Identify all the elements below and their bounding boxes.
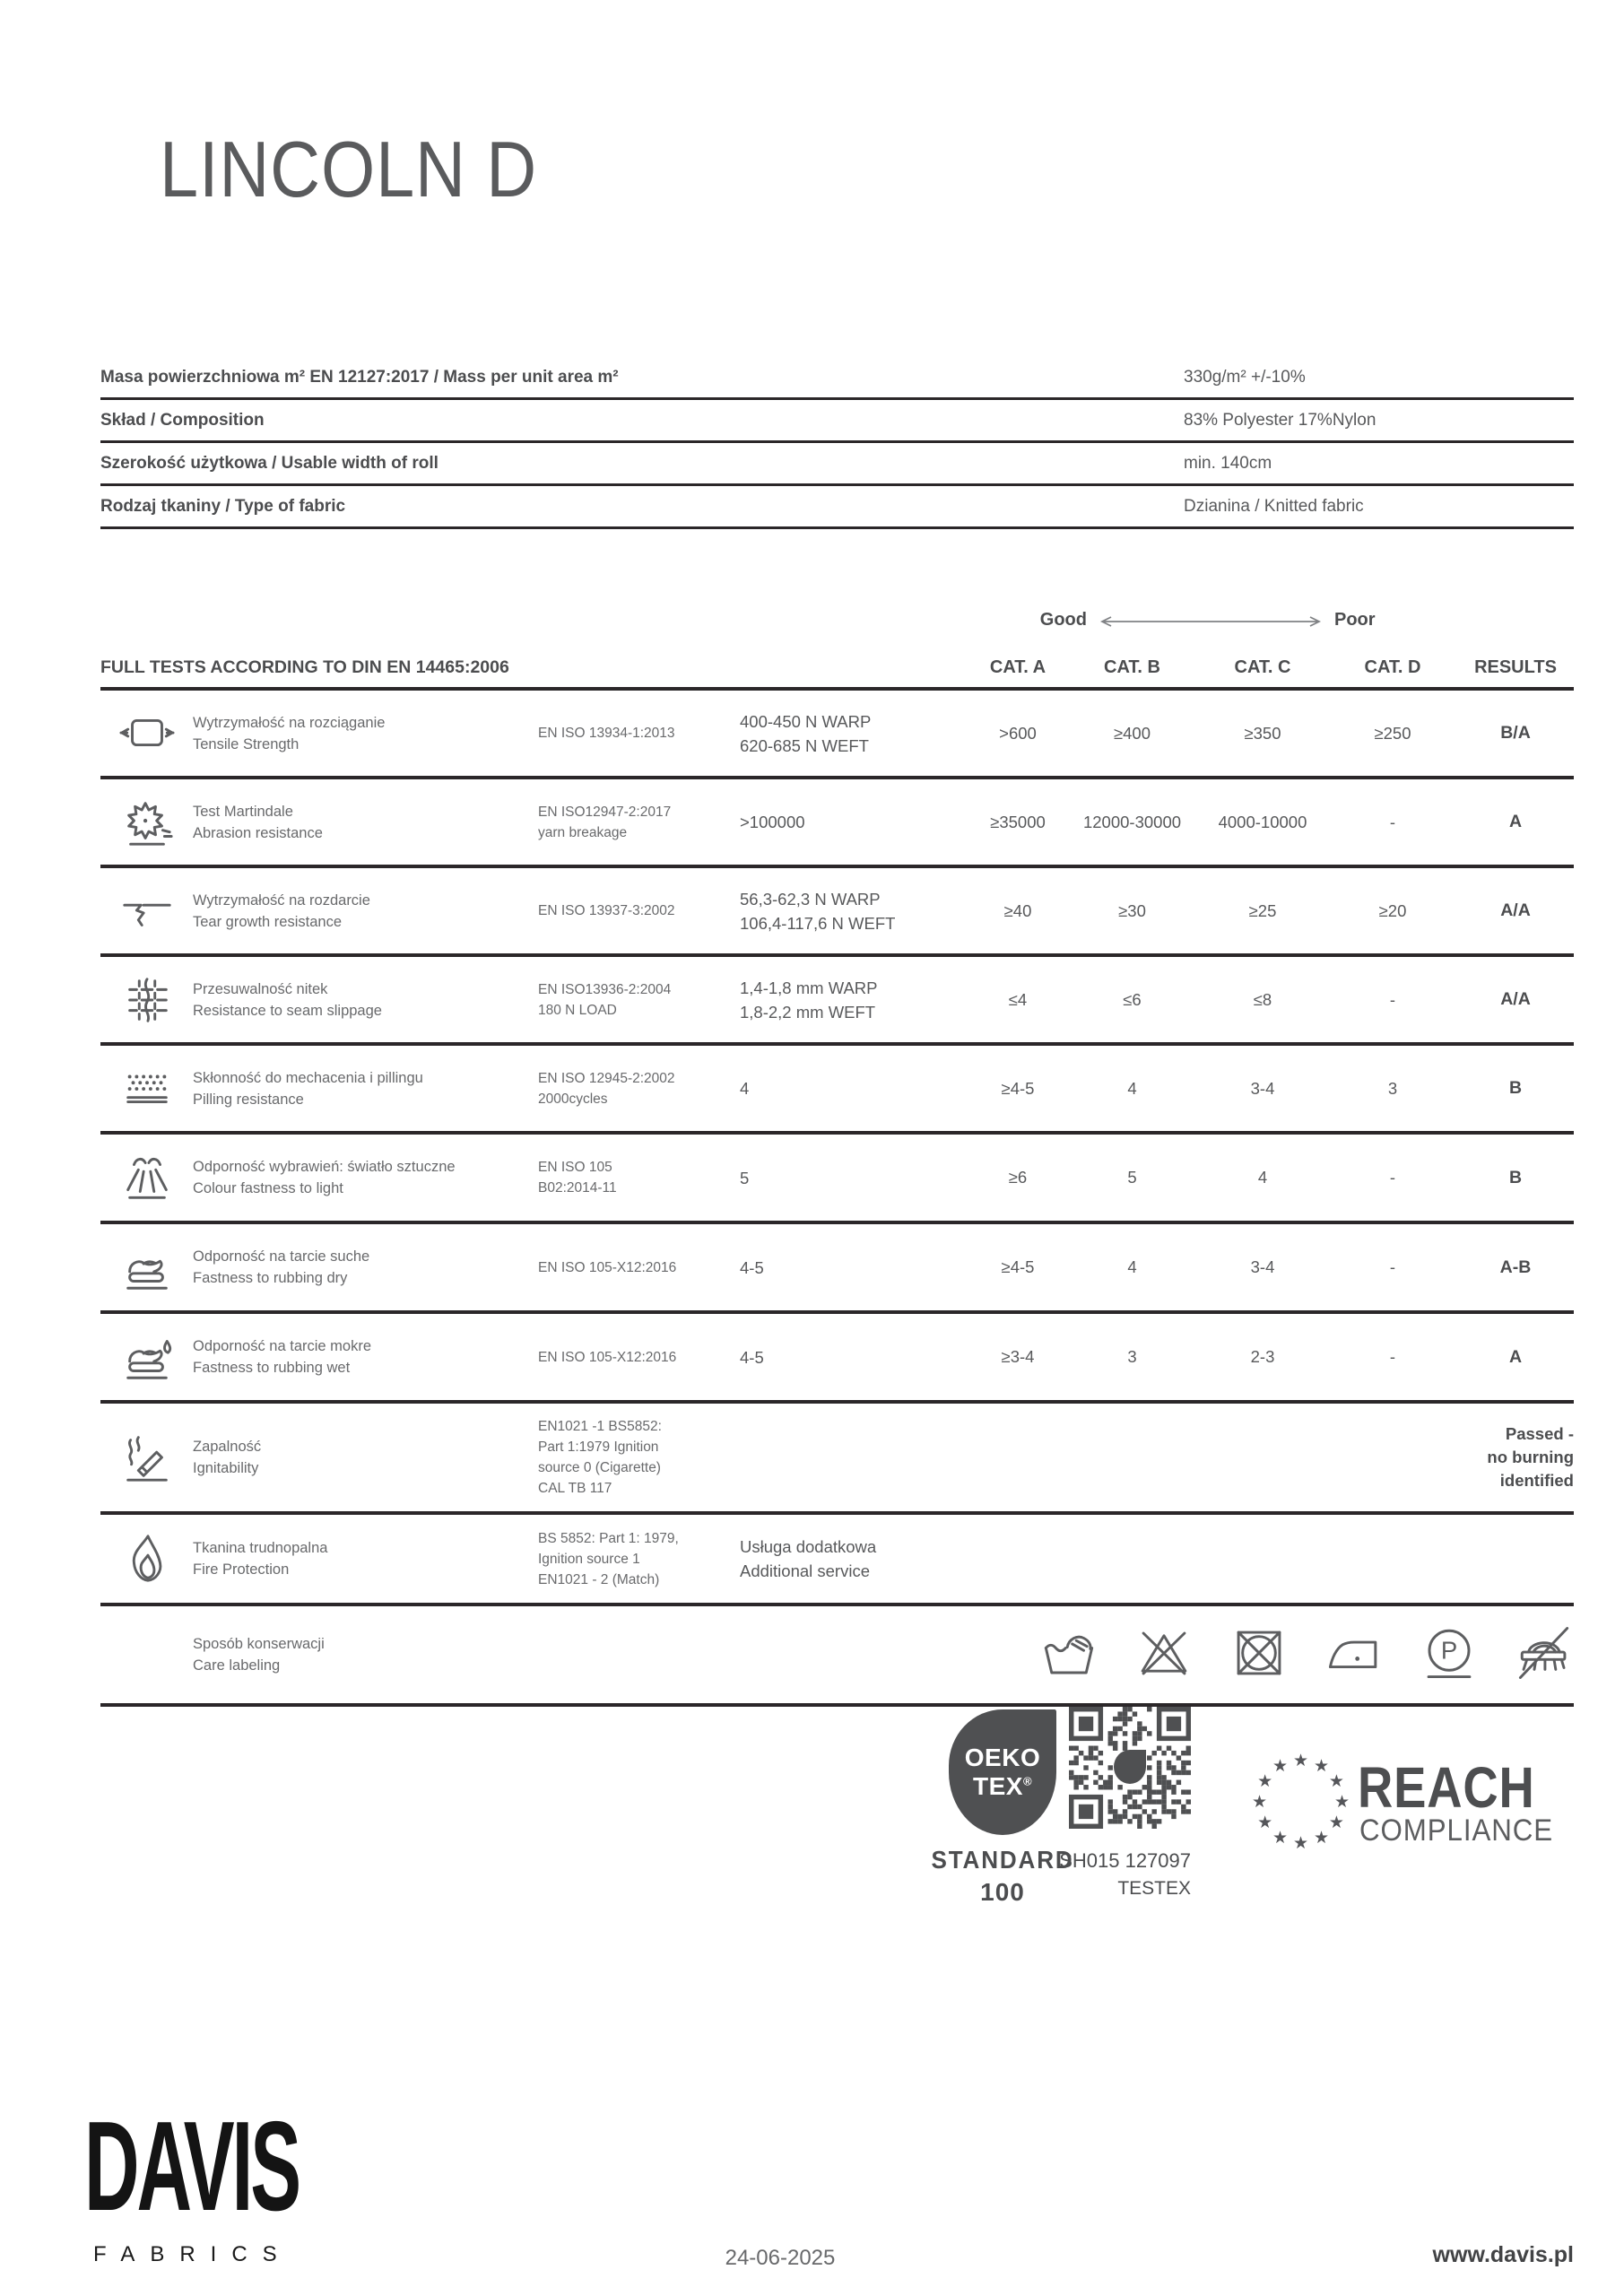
test-standard: EN ISO 13934-1:2013 — [538, 726, 675, 741]
qr-code — [1069, 1707, 1191, 1829]
cat-value: 3 — [1127, 1347, 1137, 1366]
cat-value: 3 — [1387, 1078, 1398, 1098]
test-name-en: Tensile Strength — [193, 735, 300, 752]
test-name-pl: Zapalność — [193, 1439, 262, 1455]
datasheet-page: LINCOLN D Masa powierzchniowa m² EN 12127:2017 / Mass per unit area m² 330g/m² +/-10% Skład / Composition 83% Polyester 17%Nylon Szerokość użytkowa / Usable width of roll min. 140cm Rodzaj tkaniny / Type of fabric Dzianina / Knitted fabric Good Poor FULL TESTS ACCORDING TO DIN EN 14465:2006 CAT. A CAT. B CAT. C CAT. D RESULTS Wytrzymałość na rozciąganie Tensile Strength EN ISO 13934-1:2013 400-450 N WARP 620-685 N WEFT >600 ≥400 ≥350 ≥250 B/A Test Martindale Abrasion resistance EN ISO12947-2:2017 yarn breakage >100000 ≥35000 12000-30000 4000-10000 - A Wytrzymałość na rozdarcie Tear growth resistance EN ISO 13937-3:2002 56,3-62,3 N WARP 106,4-117,6 N WEFT ≥40 ≥30 ≥25 ≥20 A/A Przesuwalność nitek Resistance to seam slippage EN ISO13936-2:2004 180 N LOAD 1,4-1,8 mm WARP 1,8-2,2 mm WEFT ≤4 ≤6 ≤8 - A/A Skłonność do mechacenia i pillingu Pilling resistance EN ISO 12945-2:2002 2000cycles 4 ≥4-5 4 3-4 3 B Odporność wybrawień: światło sztuczne Colour fastness to light EN ISO 105 B02:2014-11 5 ≥6 5 4 - B Odporność na tarcie suche Fastness to rubbing dry EN ISO 105-X12:2016 4-5 ≥4-5 4 3-4 - A-B Odporność na tarcie mokre Fastness to rubbing wet EN ISO 105-X12:2016 4-5 ≥3-4 3 2-3 - A Zapalność Ignitability EN1021 -1 BS5852: Part 1:1979 Ignition source 0 (Cigarette) CAL TB 117 Passed - no burning identified Tkanina trudnopalna Fire Protection BS 5852: Part 1: 1979, Ignition source 1 EN1021 - 2 (Match) Usługa dodatkowa Additional service Sposób konserwacji Care labeling P OEKO TEX® STANDARD 100 SH015 127097 TESTEX ★ ★ ★ ★ ★ ★ ★ ★ ★ ★ ★ ★ REACH COMPLIANCE DAVIS FABRICS 24-06-2025 www.davis.pl — [0, 0, 1624, 2296]
rubbing-wet-icon — [119, 1329, 175, 1385]
spec-label: Skład / Composition — [100, 410, 265, 430]
test-row — [100, 957, 1574, 1046]
test-row — [100, 1046, 1574, 1135]
result-value: B — [1508, 1078, 1523, 1098]
spec-row — [100, 443, 1574, 486]
test-name-en: Tear growth resistance — [193, 913, 342, 930]
cat-value: - — [1389, 989, 1396, 1009]
test-row — [100, 1515, 1574, 1606]
test-standard: EN ISO13936-2:2004 180 N LOAD — [538, 981, 672, 1018]
website: www.davis.pl — [1432, 2242, 1574, 2267]
good-label: Good — [1039, 610, 1087, 630]
test-standard: EN ISO 105-X12:2016 — [538, 1259, 677, 1275]
test-name — [193, 1335, 538, 1378]
reach-title: REACH — [1358, 1755, 1535, 1820]
cat-value: ≥35000 — [990, 812, 1046, 831]
cat-value: 4 — [1127, 1257, 1137, 1276]
test-row — [100, 868, 1574, 957]
cat-value: 3-4 — [1250, 1078, 1275, 1098]
tear-growth-icon — [119, 883, 175, 939]
test-name-en: Fire Protection — [193, 1561, 290, 1578]
doc-date: 24-06-2025 — [725, 2246, 836, 2270]
tensile-strength-icon — [119, 706, 175, 761]
result-value: A/A — [1500, 900, 1531, 920]
column-header-cat-c: CAT. C — [1234, 657, 1291, 677]
test-name-en: Fastness to rubbing dry — [193, 1270, 348, 1286]
column-header-results: RESULTS — [1474, 657, 1557, 677]
cert-lab: TESTEX — [1117, 1878, 1191, 1899]
cat-value: 4 — [1257, 1168, 1268, 1187]
davis-logo-sub: FABRICS — [93, 2242, 292, 2266]
do-not-tumble-dry-icon — [1229, 1623, 1289, 1683]
fabric-title: LINCOLN D — [160, 125, 538, 213]
test-row — [100, 1404, 1574, 1515]
fire-protection-icon — [119, 1531, 175, 1587]
cat-value: ≥250 — [1374, 723, 1411, 743]
test-value: 1,4-1,8 mm WARP 1,8-2,2 mm WEFT — [740, 978, 878, 1022]
oeko-tex-logo — [949, 1709, 1056, 1835]
test-name-pl: Odporność wybrawień: światło sztuczne — [193, 1159, 456, 1175]
cat-value: - — [1389, 812, 1396, 831]
cat-value: ≤8 — [1253, 989, 1272, 1009]
test-standard: EN ISO 13937-3:2002 — [538, 903, 675, 918]
iron-low-icon — [1324, 1623, 1384, 1683]
pilling-icon — [119, 1061, 175, 1117]
test-name-pl: Skłonność do mechacenia i pillingu — [193, 1069, 423, 1086]
test-name — [193, 712, 538, 755]
test-row — [100, 779, 1574, 868]
cat-value: ≥3-4 — [1001, 1347, 1035, 1366]
cat-value: ≥6 — [1008, 1168, 1028, 1187]
result-value: A — [1508, 1346, 1523, 1367]
test-value: 4-5 — [740, 1347, 764, 1367]
test-standard: EN ISO 105-X12:2016 — [538, 1349, 677, 1365]
result-value: B — [1508, 1167, 1523, 1187]
tests-title: FULL TESTS ACCORDING TO DIN EN 14465:2006 — [100, 657, 509, 677]
cat-value: 4000-10000 — [1218, 812, 1307, 831]
test-value: >100000 — [740, 813, 805, 831]
spec-value: Dzianina / Knitted fabric — [1184, 496, 1364, 516]
rubbing-dry-icon — [119, 1239, 175, 1295]
column-header-cat-d: CAT. D — [1364, 657, 1421, 677]
test-name-pl: Wytrzymałość na rozdarcie — [193, 891, 370, 909]
tex-word: TEX® — [972, 1772, 1033, 1800]
oeko-word: OEKO — [964, 1744, 1041, 1771]
test-name-pl: Test Martindale — [193, 803, 293, 820]
test-name — [193, 978, 538, 1022]
test-name-en: Colour fastness to light — [193, 1180, 343, 1196]
test-name-pl: Wytrzymałość na rozciąganie — [193, 714, 386, 731]
cat-value: ≤6 — [1123, 989, 1142, 1009]
cat-value: - — [1389, 1257, 1396, 1276]
result-value: Passed - no burning identified — [1487, 1424, 1574, 1490]
test-value: Usługa dodatkowa Additional service — [740, 1537, 877, 1580]
seam-slippage-icon — [119, 972, 175, 1028]
cert-number: SH015 127097 — [1059, 1849, 1191, 1872]
svg-text:P: P — [1440, 1635, 1458, 1664]
test-value: 400-450 N WARP 620-685 N WEFT — [740, 711, 872, 755]
test-value: 4-5 — [740, 1257, 764, 1277]
result-value: A — [1508, 812, 1523, 831]
care-symbols — [740, 1623, 1574, 1687]
care-name — [193, 1633, 538, 1676]
spec-label: Rodzaj tkaniny / Type of fabric — [100, 496, 346, 516]
light-fastness-icon — [119, 1150, 175, 1205]
cat-value: 12000-30000 — [1082, 812, 1182, 831]
spec-row — [100, 357, 1574, 400]
test-standard: EN ISO 12945-2:2002 2000cycles — [538, 1070, 675, 1107]
test-name — [193, 890, 538, 933]
spec-value: 330g/m² +/-10% — [1184, 367, 1306, 387]
test-name-pl: Tkanina trudnopalna — [193, 1540, 328, 1556]
spec-table — [100, 357, 1574, 529]
test-name-en: Resistance to seam slippage — [193, 1002, 382, 1019]
test-standard: EN ISO12947-2:2017 yarn breakage — [538, 804, 672, 840]
cat-value: 5 — [1127, 1168, 1137, 1187]
test-standard: EN ISO 105 B02:2014-11 — [538, 1160, 617, 1196]
test-standard: EN1021 -1 BS5852: Part 1:1979 Ignition source 0 (Cigarette) CAL TB 117 — [538, 1419, 662, 1496]
test-name — [193, 1246, 538, 1289]
care-name-en: Care labeling — [193, 1657, 281, 1674]
cat-value: ≥40 — [1003, 900, 1032, 920]
result-value: A-B — [1499, 1257, 1532, 1277]
test-standard: BS 5852: Part 1: 1979, Ignition source 1 EN1021 - 2 (Match) — [538, 1530, 679, 1587]
cat-value: ≥20 — [1378, 900, 1407, 920]
cat-value: ≥25 — [1248, 900, 1277, 920]
test-name — [193, 1067, 538, 1110]
cat-value: ≥30 — [1118, 900, 1146, 920]
poor-label: Poor — [1334, 610, 1376, 630]
test-name — [193, 1436, 538, 1479]
cat-value: ≥350 — [1244, 723, 1281, 743]
test-name-pl: Odporność na tarcie mokre — [193, 1338, 372, 1354]
quality-scale — [100, 603, 1574, 642]
test-name-en: Ignitability — [193, 1460, 259, 1476]
test-row — [100, 1224, 1574, 1314]
test-name-en: Pilling resistance — [193, 1091, 304, 1108]
spec-label: Masa powierzchniowa m² EN 12127:2017 / Mass per unit area m² — [100, 367, 619, 387]
test-value: 56,3-62,3 N WARP 106,4-117,6 N WEFT — [740, 889, 896, 933]
cat-value: >600 — [999, 723, 1037, 743]
do-not-bleach-icon — [1134, 1623, 1194, 1683]
davis-logo: DAVIS — [84, 2095, 300, 2238]
spec-row — [100, 400, 1574, 443]
test-value: 5 — [740, 1168, 750, 1187]
test-name-en: Fastness to rubbing wet — [193, 1360, 351, 1376]
test-name-pl: Odporność na tarcie suche — [193, 1248, 370, 1265]
cat-value: ≥4-5 — [1001, 1078, 1035, 1098]
test-name-en: Abrasion resistance — [193, 824, 323, 841]
test-name-pl: Przesuwalność nitek — [193, 980, 328, 997]
test-value: 4 — [740, 1079, 750, 1098]
care-row — [100, 1606, 1574, 1707]
spec-value: min. 140cm — [1184, 453, 1272, 473]
spec-value: 83% Polyester 17%Nylon — [1184, 410, 1376, 430]
test-row — [100, 1135, 1574, 1224]
ignitability-icon — [119, 1430, 175, 1485]
martindale-abrasion-icon — [119, 795, 175, 850]
tests-header — [100, 642, 1574, 691]
cat-value: ≥400 — [1113, 723, 1151, 743]
dry-clean-p-icon — [1420, 1623, 1479, 1683]
cat-value: 4 — [1127, 1078, 1137, 1098]
result-value: B/A — [1500, 723, 1531, 743]
oeko-standard-label: STANDARD — [931, 1846, 1074, 1874]
cat-value: ≥4-5 — [1001, 1257, 1035, 1276]
scale-arrow-icon — [1098, 615, 1324, 632]
care-name-pl: Sposób konserwacji — [193, 1636, 325, 1652]
cat-value: 2-3 — [1250, 1347, 1275, 1366]
spec-row — [100, 486, 1574, 529]
test-name — [193, 1156, 538, 1199]
column-header-cat-a: CAT. A — [989, 657, 1046, 677]
spec-label: Szerokość użytkowa / Usable width of roll — [100, 453, 439, 473]
tests-table — [100, 603, 1574, 1707]
test-row — [100, 1314, 1574, 1404]
test-row — [100, 691, 1574, 779]
test-name — [193, 1537, 538, 1580]
reach-subtitle: COMPLIANCE — [1359, 1813, 1554, 1848]
hand-wash-icon — [1039, 1623, 1099, 1683]
result-value: A/A — [1500, 989, 1531, 1009]
do-not-brush-icon — [1515, 1623, 1574, 1683]
cat-value: ≤4 — [1008, 989, 1028, 1009]
column-header-cat-b: CAT. B — [1104, 657, 1160, 677]
oeko-standard-number: 100 — [980, 1878, 1025, 1906]
cat-value: - — [1389, 1347, 1396, 1366]
cat-value: - — [1389, 1168, 1396, 1187]
test-name — [193, 801, 538, 844]
cat-value: 3-4 — [1250, 1257, 1275, 1276]
